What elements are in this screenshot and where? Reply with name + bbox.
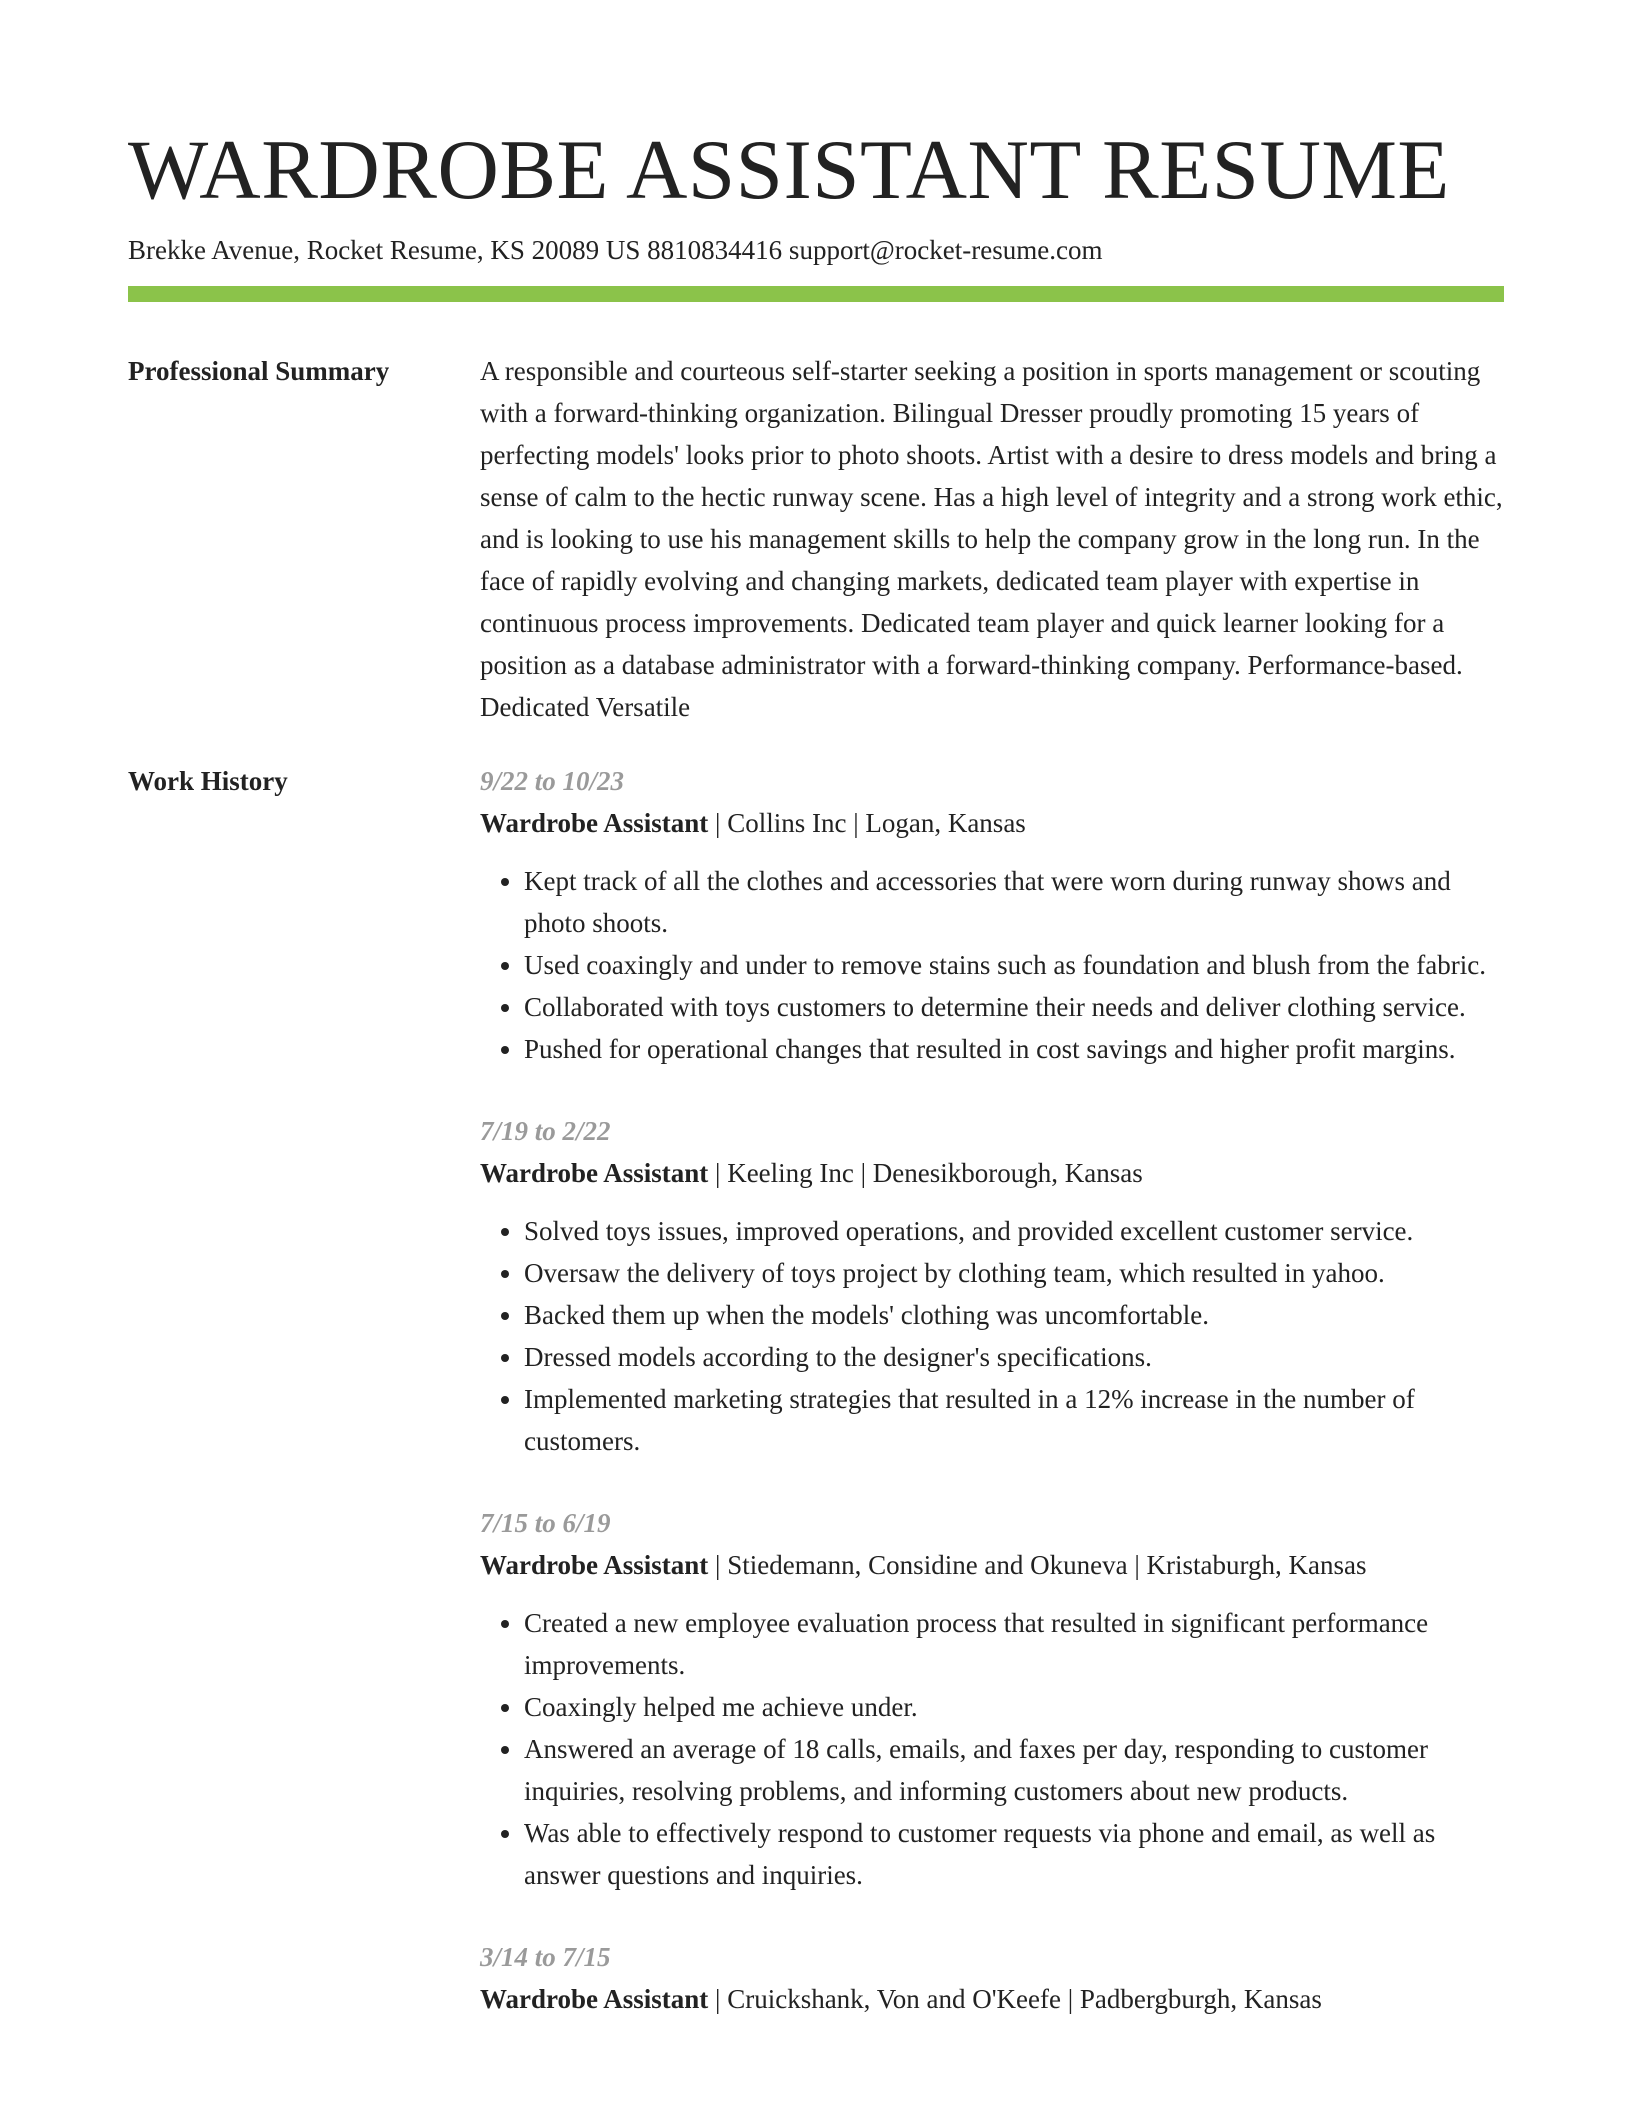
job-company-location: | Stiedemann, Considine and Okuneva | Kristaburgh, Kansas — [708, 1550, 1367, 1580]
job-bullet: • Oversaw the delivery of toys project by clothing team, which resulted in yahoo. — [524, 1252, 1504, 1294]
job-bullet: • Implemented marketing strategies that resulted in a 12% increase in the number of customers. — [524, 1378, 1504, 1462]
job-bullet-list — [480, 860, 1504, 1070]
section-label-work-history: Work History — [128, 766, 288, 796]
job-entry — [480, 1502, 1504, 1896]
job-entry — [480, 1936, 1504, 2020]
job-company-location: | Collins Inc | Logan, Kansas — [708, 808, 1026, 838]
job-heading — [480, 1152, 1504, 1194]
section-label-professional-summary: Professional Summary — [128, 356, 390, 386]
work-history-section — [128, 760, 1504, 2060]
summary-text: A responsible and courteous self-starter seeking a position in sports management or scouting with a forward-thinking organization. Bilingual Dresser proudly promoting 15 years of perfecting models' looks prior to photo shoots. Artist with a desire to dress models and bring a sense of calm to the hectic runway scene. Has a high level of integrity and a strong work ethic, and is looking to use his management skills to help the company grow in the long run. In the face of rapidly evolving and changing markets, dedicated team player with expertise in continuous process improvements. Dedicated team player and quick learner looking for a position as a database administrator with a forward-thinking company. Performance-based. Dedicated Versatile — [480, 356, 1503, 722]
job-title: Wardrobe Assistant — [480, 808, 709, 838]
job-entry — [480, 760, 1504, 1070]
job-bullet: • Used coaxingly and under to remove stains such as foundation and blush from the fabric. — [524, 944, 1504, 986]
job-bullet: • Answered an average of 18 calls, emails, and faxes per day, responding to customer inquiries, resolving problems, and informing customers about new products. — [524, 1728, 1504, 1812]
resume-title: WARDROBE ASSISTANT RESUME — [128, 123, 1450, 217]
contact-line: Brekke Avenue, Rocket Resume, KS 20089 US 8810834416 support@rocket-resume.com — [128, 235, 1103, 265]
job-bullet-list — [480, 1602, 1504, 1896]
job-dates: 3/14 to 7/15 — [480, 1942, 611, 1972]
job-bullet: • Pushed for operational changes that resulted in cost savings and higher profit margins. — [524, 1028, 1504, 1070]
job-dates: 9/22 to 10/23 — [480, 766, 625, 796]
job-bullet: • Dressed models according to the designer's specifications. — [524, 1336, 1504, 1378]
job-title: Wardrobe Assistant — [480, 1984, 709, 2014]
resume-sections — [128, 350, 1504, 2092]
job-company-location: | Cruickshank, Von and O'Keefe | Padbergburgh, Kansas — [708, 1984, 1322, 2014]
job-bullet: • Was able to effectively respond to customer requests via phone and email, as well as answer questions and inquiries. — [524, 1812, 1504, 1896]
job-bullet: • Backed them up when the models' clothing was uncomfortable. — [524, 1294, 1504, 1336]
job-company-location: | Keeling Inc | Denesikborough, Kansas — [708, 1158, 1143, 1188]
job-bullet-list — [480, 1210, 1504, 1462]
job-bullet: • Kept track of all the clothes and accessories that were worn during runway shows and photo shoots. — [524, 860, 1504, 944]
job-dates: 7/15 to 6/19 — [480, 1508, 611, 1538]
job-bullet: • Solved toys issues, improved operations, and provided excellent customer service. — [524, 1210, 1504, 1252]
job-bullet: • Created a new employee evaluation process that resulted in significant performance improvements. — [524, 1602, 1504, 1686]
job-title: Wardrobe Assistant — [480, 1158, 709, 1188]
work-history-body — [480, 760, 1504, 2060]
job-bullet: • Coaxingly helped me achieve under. — [524, 1686, 1504, 1728]
accent-divider — [128, 286, 1504, 302]
job-heading — [480, 802, 1504, 844]
job-heading — [480, 1544, 1504, 1586]
job-title: Wardrobe Assistant — [480, 1550, 709, 1580]
job-dates: 7/19 to 2/22 — [480, 1116, 611, 1146]
job-heading — [480, 1978, 1504, 2020]
job-bullet: • Collaborated with toys customers to determine their needs and deliver clothing service. — [524, 986, 1504, 1028]
professional-summary-section — [128, 350, 1504, 728]
professional-summary-body — [480, 350, 1504, 728]
job-entry — [480, 1110, 1504, 1462]
